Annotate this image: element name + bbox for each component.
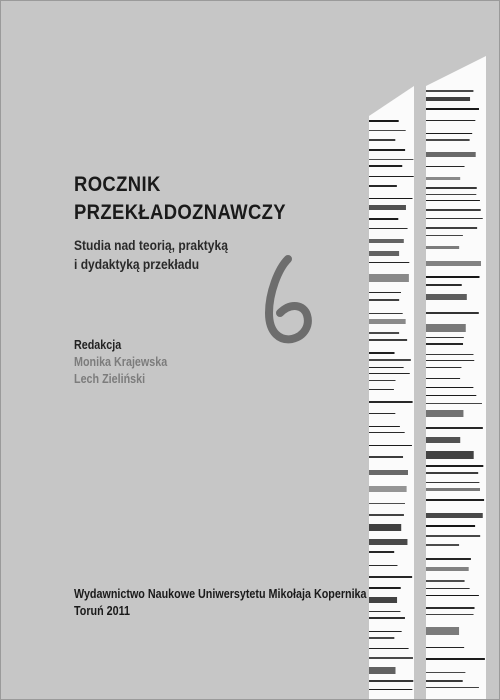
stripe-line [426,607,475,609]
stripe-line [369,597,397,603]
stripe-line [369,274,409,282]
stripe-line [369,565,397,566]
stripe-line [369,611,400,612]
stripe-line [426,209,481,211]
volume-number-text: 6 [288,313,289,314]
stripe-line [426,595,479,596]
stripe-line [426,647,464,648]
stripe-line [369,637,394,639]
stripe-background [369,86,414,700]
stripe-line [369,352,395,354]
subtitle-line-1: Studia nad teorią, praktyką [74,237,228,253]
stripe-line [369,514,404,516]
stripe-line [369,689,412,690]
title-line-1: ROCZNIK [74,173,161,196]
stripe-line [426,337,464,338]
stripe-line [426,200,480,201]
stripe-line [369,432,405,433]
stripe-line [369,657,413,659]
journal-subtitle [74,236,228,274]
stripe-line [426,465,483,467]
volume-number [258,253,318,348]
stripe-line [426,108,479,110]
stripe-line [369,648,409,649]
stripe-line [369,251,399,256]
stripe-line [426,525,475,527]
stripe-line [369,319,406,324]
stripe-line [369,470,408,475]
stripe-line [426,680,463,682]
stripe-line [426,276,479,278]
stripe-line [426,152,476,157]
stripe-line [369,359,411,361]
stripe-line [369,617,405,619]
stripe-line [369,228,408,229]
stripe-line [426,488,480,491]
stripe-line [369,576,412,578]
stripe-line [369,339,407,341]
stripe-line [369,185,397,187]
stripe-line [369,486,407,492]
stripe-line [369,413,395,414]
stripe-line [426,482,479,483]
stripe-line [369,380,395,381]
stripe-line [369,456,403,458]
stripe-line [426,343,463,345]
stripe-line [426,499,484,501]
stripe-line [426,437,460,443]
title-line-2: PRZEKŁADOZNAWCZY [74,201,286,224]
stripe-line [426,513,483,518]
stripe-line [426,395,476,396]
stripe-line [426,133,472,134]
stripe-line [369,539,407,545]
stripe-line [369,551,394,553]
stripe-line [369,587,401,589]
stripe-line [369,130,406,131]
stripe-line [426,120,475,121]
stripe-line [369,680,413,682]
stripe-line [426,535,480,537]
editor-name: Lech Zieliński [74,372,146,386]
stripe-line [369,120,399,122]
stripe-line [426,558,471,560]
stripe-line [369,139,395,141]
stripe-line [426,218,483,219]
stripe-line [426,166,465,167]
editors-label: Redakcja [74,338,122,352]
stripe-line [426,139,470,141]
stripe-line [426,284,462,286]
stripe-line [426,403,482,404]
stripe-line [369,426,400,427]
stripe-line [369,401,413,403]
decorative-stripe-left [369,1,429,700]
publisher-block [74,586,367,620]
stripe-line [426,227,477,229]
stripe-line [426,472,478,474]
stripe-line [426,580,465,582]
stripe-line [426,235,463,236]
stripe-line [369,389,394,390]
stripe-line [369,239,404,243]
stripe-line [426,410,463,417]
stripe-line [426,687,479,688]
stripe-line [369,367,404,368]
stripe-line [426,614,474,615]
stripe-line [426,97,470,101]
stripe-line [426,187,477,189]
stripe-line [426,90,473,92]
stripe-line [369,262,409,263]
stripe-line [426,261,481,266]
subtitle-line-2: i dydaktyką przekładu [74,256,200,272]
editor-name: Monika Krajewska [74,355,168,369]
stripe-line [369,445,412,446]
stripe-line [369,313,403,314]
stripe-line [426,367,461,368]
stripe-line [369,205,406,210]
stripe-line [369,373,410,374]
stripe-line [426,451,474,459]
stripe-line [369,631,402,632]
stripe-line [369,667,395,674]
stripe-line [426,360,474,361]
stripe-line [426,627,459,635]
stripe-line [369,299,399,301]
stripe-line [369,149,405,151]
journal-title [74,171,286,227]
editors-block [74,337,167,388]
stripe-line [426,544,459,546]
stripe-line [426,194,476,195]
stripe-line [369,292,401,293]
stripe-line [426,378,460,379]
stripe-line [426,427,483,429]
stripe-line [426,246,459,249]
stripe-line [426,354,473,355]
stripe-line [426,672,465,673]
place-year: Toruń 2011 [74,604,130,618]
stripe-line [369,218,398,220]
stripe-line [369,503,405,504]
stripe-line [426,567,469,571]
stripe-line [426,294,467,300]
publisher-name: Wydawnictwo Naukowe Uniwersytetu Mikołaja Kopernika [74,587,367,601]
stripe-line [426,177,460,180]
decorative-stripe-right [426,1,486,700]
stripe-line [426,324,466,332]
stripe-line [369,165,402,167]
stripe-line [369,176,414,177]
stripe-line [426,387,473,388]
stripe-line [369,198,413,199]
stripe-line [426,658,485,660]
stripe-line [426,312,479,314]
stripe-line [426,588,470,589]
stripe-line [369,524,401,531]
stripe-line [369,332,399,334]
stripe-line [369,159,413,160]
